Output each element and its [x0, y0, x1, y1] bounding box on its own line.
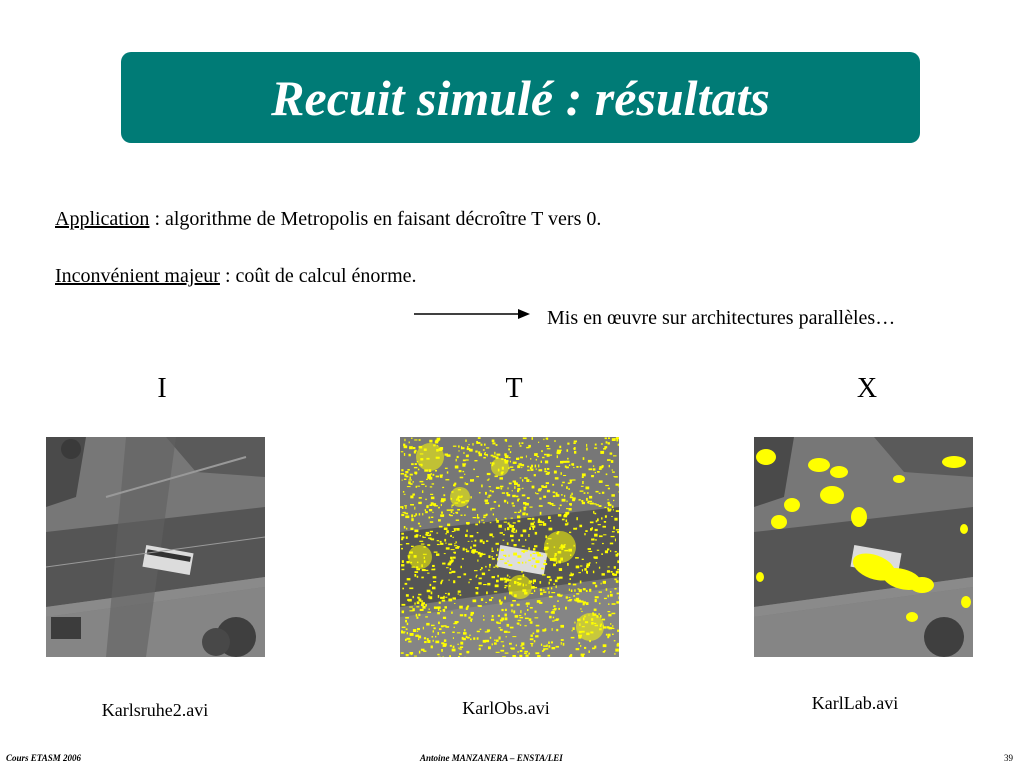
application-label: Application: [55, 208, 150, 230]
image-observation-frame: [400, 437, 619, 657]
drawback-label: Inconvénient majeur: [55, 265, 220, 287]
column-label-i: I: [157, 373, 167, 404]
caption-label: KarlLab.avi: [811, 693, 899, 713]
caption-observation: KarlObs.avi: [462, 698, 550, 718]
image-label-frame: [754, 437, 973, 657]
slide-title: Recuit simulé : résultats: [271, 69, 770, 126]
footer-page-number: 39: [1004, 753, 1013, 763]
arrow-icon: [414, 307, 530, 321]
column-label-x: X: [856, 373, 878, 404]
street-scene: [46, 437, 265, 657]
column-label-t: T: [505, 373, 523, 404]
application-text: : algorithme de Metropolis en faisant décroître T vers 0.: [149, 208, 602, 230]
arrow-note: Mis en œuvre sur architectures parallèles…: [547, 307, 896, 329]
footer-course: Cours ETASM 2006: [6, 753, 82, 763]
footer-author: Antoine MANZANERA – ENSTA/LEI: [420, 753, 563, 763]
application-line: [55, 208, 601, 231]
drawback-text: : coût de calcul énorme.: [219, 265, 417, 287]
caption-input: Karlsruhe2.avi: [101, 700, 209, 720]
image-input-frame: [46, 437, 265, 657]
drawback-line: [55, 265, 417, 288]
title-bar: [121, 52, 920, 143]
